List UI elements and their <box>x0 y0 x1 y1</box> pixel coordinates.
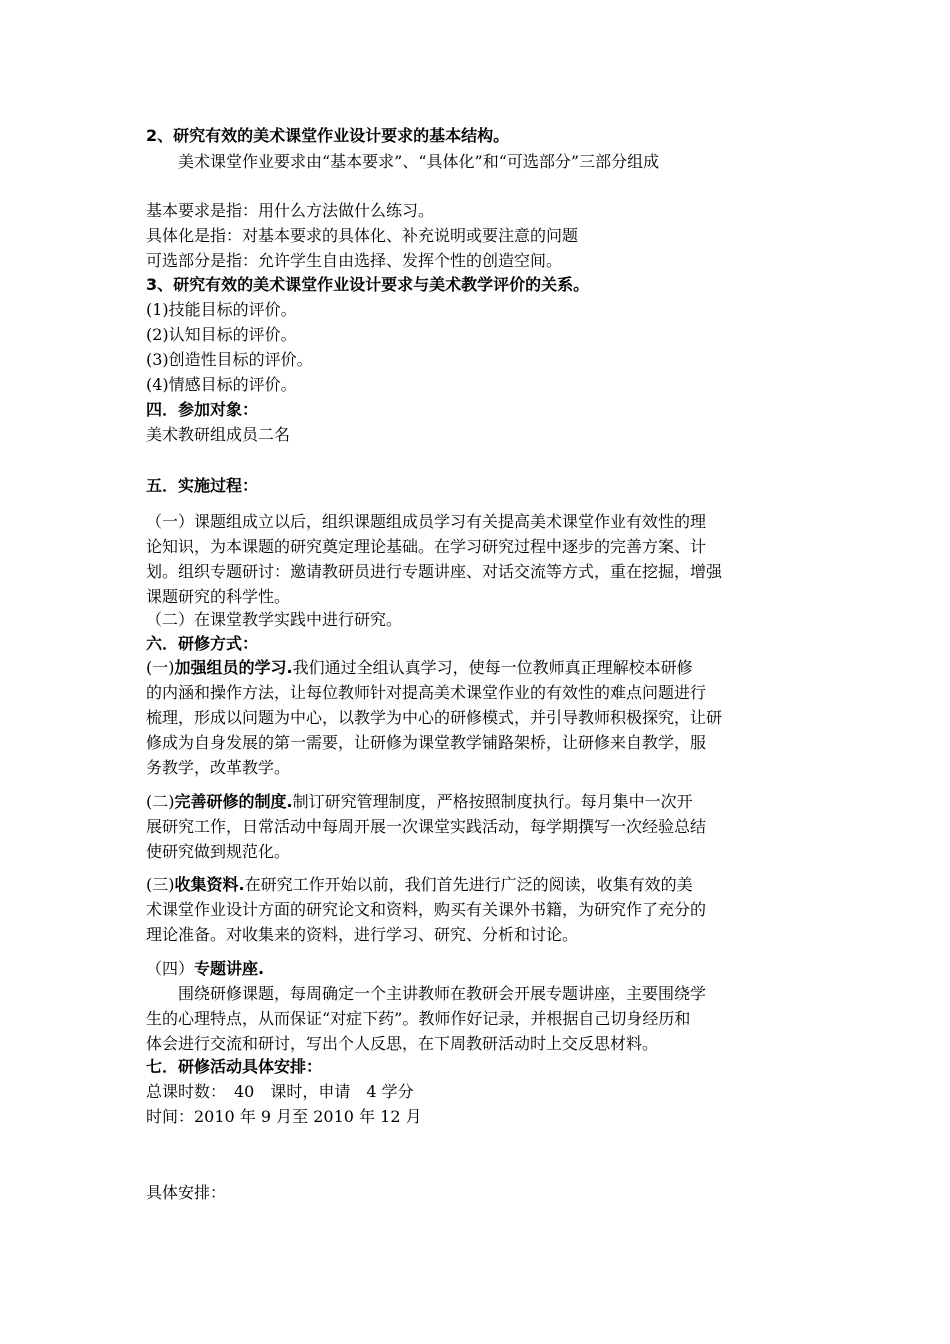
list-item: (1)技能目标的评价。 <box>146 300 297 319</box>
method-a-line: 梳理，形成以问题为中心，以教学为中心的研修模式，并引导教师积极探究，让研 <box>146 708 723 727</box>
list-item: (2)认知目标的评价。 <box>146 325 297 344</box>
optional-part-text: 可选部分是指：允许学生自由选择、发挥个性的创造空间。 <box>146 251 563 270</box>
method-a-line: 务教学，改革教学。 <box>146 758 291 777</box>
concrete-text: 具体化是指：对基本要求的具体化、补充说明或要注意的问题 <box>146 226 579 245</box>
section-2-heading: 2、研究有效的美术课堂作业设计要求的基本结构。 <box>146 126 510 145</box>
method-c-text: 在研究工作开始以前，我们首先进行广泛的阅读，收集有效的美 <box>244 875 693 894</box>
detail-schedule-label: 具体安排： <box>146 1183 227 1202</box>
method-c-title: 收集资料. <box>174 875 245 894</box>
section-6-heading: 六．研修方式： <box>146 634 259 653</box>
section-4-heading: 四．参加对象： <box>146 400 259 419</box>
process-paragraph-line: 划。组织专题研讨：邀请教研员进行专题讲座、对话交流等方式，重在挖掘，增强 <box>146 562 723 581</box>
method-b-first-line <box>146 791 810 813</box>
method-b-prefix: (二) <box>146 792 175 811</box>
process-paragraph-2: （二）在课堂教学实践中进行研究。 <box>146 610 403 629</box>
method-a-title: 加强组员的学习. <box>174 658 293 677</box>
basic-requirement-text: 基本要求是指：用什么方法做什么练习。 <box>146 201 435 220</box>
method-d-title: 专题讲座. <box>194 959 265 978</box>
method-b-line: 展研究工作，日常活动中每周开展一次课堂实践活动，每学期撰写一次经验总结 <box>146 817 707 836</box>
list-item: (4)情感目标的评价。 <box>146 375 297 394</box>
participants-text: 美术教研组成员二名 <box>146 425 291 444</box>
method-c-line: 术课堂作业设计方面的研究论文和资料，购买有关课外书籍，为研究作了充分的 <box>146 900 707 919</box>
total-hours-text: 总课时数： 40 课时，申请 4 学分 <box>146 1082 414 1101</box>
method-d-line: 体会进行交流和研讨，写出个人反思，在下周教研活动时上交反思材料。 <box>146 1034 659 1053</box>
process-paragraph-line: 课题研究的科学性。 <box>146 587 291 606</box>
method-b-title: 完善研修的制度. <box>174 792 293 811</box>
method-a-text: 我们通过全组认真学习，使每一位教师真正理解校本研修 <box>292 658 693 677</box>
method-a-prefix: (一) <box>146 658 175 677</box>
method-d-line: 生的心理特点，从而保证“对症下药”。教师作好记录，并根据自己切身经历和 <box>146 1009 691 1028</box>
method-a-line: 修成为自身发展的第一需要，让研修为课堂教学铺路架桥，让研修来自教学，服 <box>146 733 707 752</box>
process-paragraph-line: 论知识，为本课题的研究奠定理论基础。在学习研究过程中逐步的完善方案、计 <box>146 537 707 556</box>
list-item: (3)创造性目标的评价。 <box>146 350 313 369</box>
method-d-line: 围绕研修课题，每周确定一个主讲教师在教研会开展专题讲座，主要围绕学 <box>178 984 707 1003</box>
time-range-text: 时间：2010 年 9 月至 2010 年 12 月 <box>146 1107 422 1126</box>
method-b-text: 制订研究管理制度，严格按照制度执行。每月集中一次开 <box>292 792 693 811</box>
section-5-heading: 五．实施过程： <box>146 476 259 495</box>
method-a-first-line <box>146 657 810 679</box>
method-d-heading <box>146 958 810 980</box>
process-paragraph-line: （一）课题组成立以后，组织课题组成员学习有关提高美术课堂作业有效性的理 <box>146 512 707 531</box>
method-c-first-line <box>146 874 810 896</box>
method-c-line: 理论准备。对收集来的资料，进行学习、研究、分析和讨论。 <box>146 925 579 944</box>
section-3-heading: 3、研究有效的美术课堂作业设计要求与美术教学评价的关系。 <box>146 275 590 294</box>
method-b-line: 使研究做到规范化。 <box>146 842 291 861</box>
section-7-heading: 七．研修活动具体安排： <box>146 1057 323 1076</box>
method-d-prefix: （四） <box>146 959 195 978</box>
method-a-line: 的内涵和操作方法，让每位教师针对提高美术课堂作业的有效性的难点问题进行 <box>146 683 707 702</box>
section-2-intro: 美术课堂作业要求由“基本要求”、“具体化”和“可选部分”三部分组成 <box>178 152 660 171</box>
method-c-prefix: (三) <box>146 875 175 894</box>
